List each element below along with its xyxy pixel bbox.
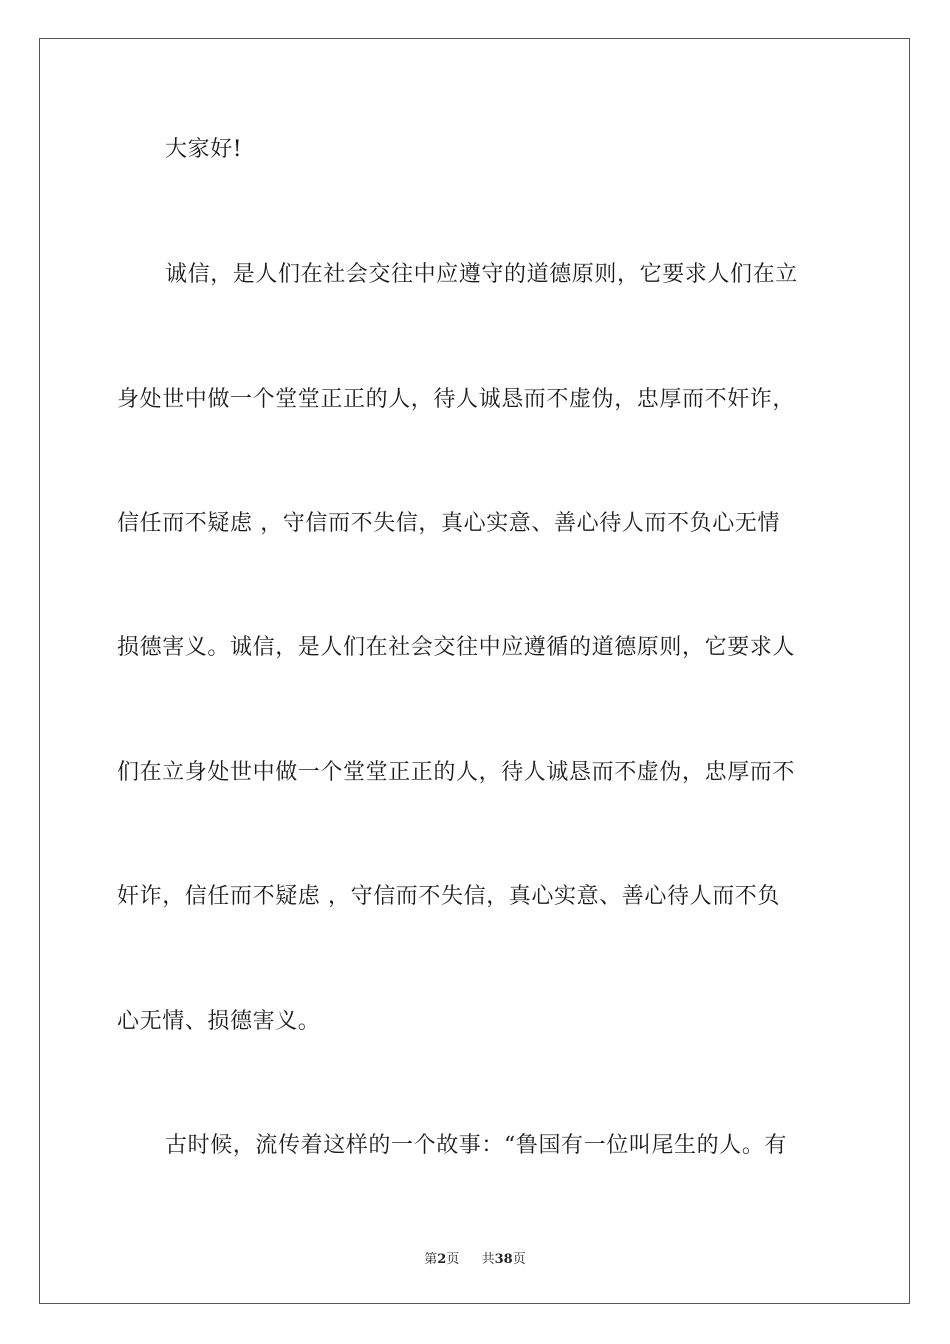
page-footer xyxy=(0,1248,950,1267)
paragraph-line: 们在立身处世中做一个堂堂正正的人，待人诚恳而不虚伪，忠厚而不 xyxy=(117,760,796,785)
total-suffix: 页 xyxy=(512,1252,526,1267)
page-suffix: 页 xyxy=(446,1252,460,1267)
total-pages: 38 xyxy=(494,1252,513,1267)
total-pages-indicator xyxy=(482,1248,526,1267)
page-number: 2 xyxy=(437,1252,447,1267)
paragraph-line: 信任而不疑虑 ，守信而不失信，真心实意、善心待人而不负心无情 xyxy=(117,511,780,536)
total-prefix: 共 xyxy=(481,1252,495,1267)
paragraph-line: 古时候，流传着这样的一个故事：“鲁国有一位叫尾生的人。有 xyxy=(165,1133,788,1158)
paragraph-line: 诚信，是人们在社会交往中应遵守的道德原则，它要求人们在立 xyxy=(165,262,798,287)
page-prefix: 第 xyxy=(424,1252,438,1267)
greeting-line: 大家好! xyxy=(165,137,243,162)
paragraph-line: 损德害义。诚信，是人们在社会交往中应遵循的道德原则，它要求人 xyxy=(117,635,796,660)
page-frame xyxy=(39,38,910,1304)
paragraph-line: 奸诈，信任而不疑虑 ，守信而不失信，真心实意、善心待人而不负 xyxy=(117,884,780,909)
paragraph-line: 身处世中做一个堂堂正正的人，待人诚恳而不虚伪，忠厚而不奸诈， xyxy=(117,387,796,412)
page-indicator xyxy=(424,1248,459,1267)
paragraph-line: 心无情、损德害义。 xyxy=(117,1009,321,1034)
